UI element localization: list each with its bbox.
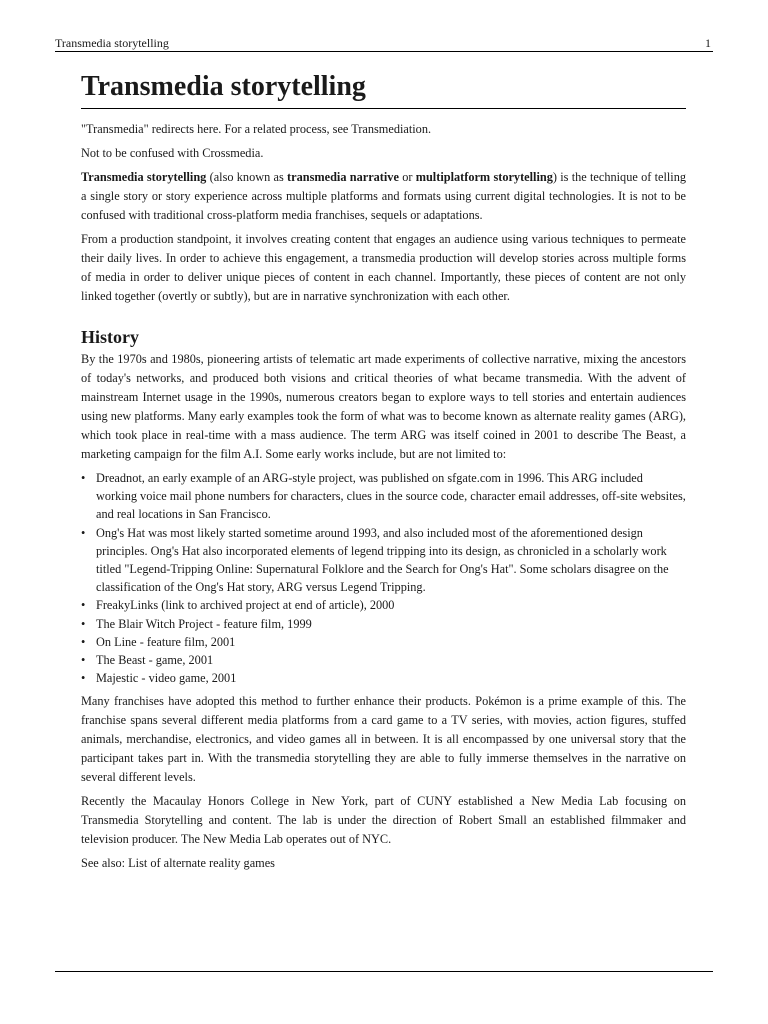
see-also-label: See also: <box>81 856 129 871</box>
term-bold: Transmedia storytelling <box>81 170 207 184</box>
transmediation-link[interactable]: Transmediation <box>351 122 428 136</box>
hatnote-redirect <box>81 120 686 139</box>
footer-rule <box>55 971 713 972</box>
list-item <box>81 615 686 633</box>
new-media-lab-paragraph: Recently the Macaulay Honors College in New York, part of CUNY established a New Media Lab focusing on Transmedia Storytelling and content. The lab is under the direction of Robert Small an established filmmaker and television producer. The New Media Lab operates out of NYC. <box>81 794 686 847</box>
hatnote-confusion <box>81 144 686 163</box>
list-item <box>81 596 686 614</box>
list-item <box>81 524 686 597</box>
running-header-title: Transmedia storytelling <box>55 36 169 50</box>
alt-term-bold: transmedia narrative <box>287 170 399 184</box>
list-item-text: FreakyLinks (link to archived project at end of article), 2000 <box>96 598 395 613</box>
list-item <box>81 633 686 651</box>
early-works-list <box>81 469 686 687</box>
intro-text: ) is the technique of telling a single story or story experience across multiple platforms and formats using current digital technologies. It is not to be confused with traditional cross-platform media franchises, sequels or adaptations. <box>81 170 687 222</box>
alt-term-bold: multiplatform storytelling <box>415 170 553 184</box>
list-item-text: Dreadnot, an early example of an ARG-style project, was published on sfgate.com in 1996. This ARG included working voice mail phone numbers for characters, clues in the source code, character email addresses, off-site websites, and real locations in San Francisco. <box>96 471 686 522</box>
bullet-icon: • <box>81 598 86 613</box>
list-item-text: Ong's Hat was most likely started sometime around 1993, and also included most of the aforementioned design principles. Ong's Hat also incorporated elements of legend tripping into its design, as chronicled in a scholarly work titled "Legend-Tripping Online: Supernatural Folklore and the Search for Ong's Hat". Some scholars disagree on the classification of the Ong's Hat story, ARG versus Legend Tripping. <box>96 525 669 595</box>
page-title: Transmedia storytelling <box>81 70 686 109</box>
production-paragraph: From a production standpoint, it involves creating content that engages an audience using various techniques to permeate their daily lives. In order to achieve this engagement, a transmedia production will develop stories across multiple forms of media in order to deliver unique pieces of content in each channel. Importantly, these pieces of content are not only linked together (overtly or subtly), but are in narrative synchronization with each other. <box>81 232 686 303</box>
bullet-icon: • <box>81 471 86 485</box>
bullet-icon: • <box>81 616 86 631</box>
bullet-icon: • <box>81 653 86 668</box>
history-heading: History <box>81 327 139 347</box>
hatnote-text: "Transmedia" redirects here. For a related process, see <box>81 122 352 136</box>
crossmedia-link[interactable]: Crossmedia <box>202 146 261 160</box>
list-item <box>81 651 686 669</box>
intro-text: or <box>398 170 416 184</box>
alternate-reality-games-link[interactable]: List of alternate reality games <box>128 856 275 871</box>
bullet-icon: • <box>81 525 86 540</box>
hatnote-text: . <box>260 146 264 160</box>
hatnote-text: . <box>427 122 432 136</box>
list-item-text: Majestic - video game, 2001 <box>96 671 237 686</box>
article-body <box>81 70 686 878</box>
intro-paragraph <box>81 168 686 225</box>
see-also <box>81 854 686 873</box>
history-paragraph: By the 1970s and 1980s, pioneering artists of telematic art made experiments of collective narrative, mixing the ancestors of today's networks, and produced both visions and critical theories of what became transmedia. With the advent of mainstream Internet usage in the 1990s, numerous creators began to explore ways to tell stories and entertain audiences using new platforms. Many early examples took the form of what was to become known as alternate reality games (ARG), which took place in real-time with a mass audience. The term ARG was itself coined in 2001 to describe The Beast, a marketing campaign for the film A.I. Some early works include, but are not limited to: <box>81 352 686 461</box>
list-item-text: The Blair Witch Project - feature film, 1999 <box>96 616 312 631</box>
list-item <box>81 669 686 687</box>
list-item <box>81 469 686 524</box>
bullet-icon: • <box>81 671 86 686</box>
hatnote-text: Not to be confused with <box>81 146 203 160</box>
intro-text: (also known as <box>206 170 288 184</box>
list-item-text: On Line - feature film, 2001 <box>96 634 236 649</box>
header-rule <box>55 51 713 52</box>
bullet-icon: • <box>81 634 86 649</box>
page-number: 1 <box>705 36 711 50</box>
franchise-paragraph: Many franchises have adopted this method to further enhance their products. Pokémon is a prime example of this. The franchise spans several different media platforms from a card game to a TV series, with movies, action figures, stuffed animals, merchandise, electronics, and video games all in between. It is all encompassed by one universal story that the participant takes part in. With the transmedia storytelling they are able to fully immerse themselves in the narrative on several different levels. <box>81 694 686 785</box>
list-item-text: The Beast - game, 2001 <box>96 653 214 668</box>
running-header <box>55 36 713 50</box>
